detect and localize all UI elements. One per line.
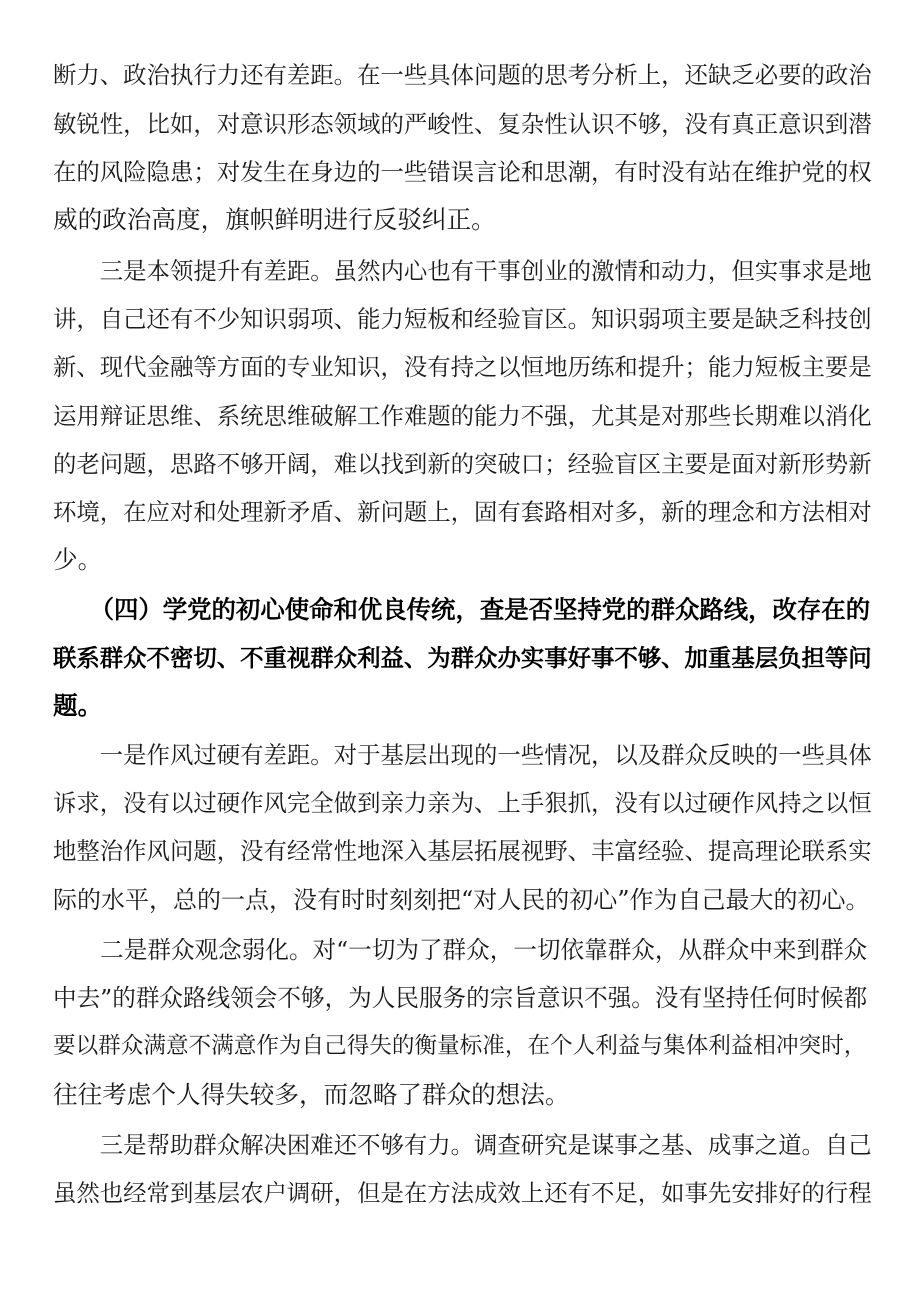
text-line: 诉求，没有以过硬作风完全做到亲力亲为、上手狠抓，没有以过硬作风持之以恒 [53,789,872,817]
text-line: 要以群众满意不满意作为自己得失的衡量标准，在个人利益与集体利益相冲突时， [53,1033,867,1059]
section-heading-line: （四）学党的初心使命和优良传统，查是否坚持党的群众路线，改存在的 [53,595,871,624]
text-line: 运用辩证思维、系统思维破解工作难题的能力不强，尤其是对那些长期难以消化 [53,402,872,430]
section-heading-line: 题。 [53,691,103,720]
text-line: 讲，自己还有不少知识弱项、能力短板和经验盲区。知识弱项主要是缺乏科技创 [53,305,872,333]
text-line: 三是帮助群众解决困难还不够有力。调查研究是谋事之基、成事之道。自己 [53,1131,872,1159]
text-line: 断力、政治执行力还有差距。在一些具体问题的思考分析上，还缺乏必要的政治 [53,61,872,89]
text-line: 新、现代金融等方面的专业知识，没有持之以恒地历练和提升；能力短板主要是 [53,353,872,381]
text-line: 地整治作风问题，没有经常性地深入基层拓展视野、丰富经验、提高理论联系实 [53,837,872,865]
text-line: 环境，在应对和处理新矛盾、新问题上，固有套路相对多，新的理念和方法相对 [53,498,872,526]
text-line: 往往考虑个人得失较多，而忽略了群众的想法。 [53,1080,570,1109]
text-line: 中去”的群众路线领会不够，为人民服务的宗旨意识不强。没有坚持任何时候都 [53,984,868,1012]
section-heading-line: 联系群众不密切、不重视群众利益、为群众办实事好事不够、加重基层负担等问 [53,644,872,672]
text-line: 的老问题，思路不够开阔，难以找到新的突破口；经验盲区主要是面对新形势新 [53,450,872,478]
text-line: 在的风险隐患；对发生在身边的一些错误言论和思潮，有时没有站在维护党的权 [53,158,872,186]
text-line: 少。 [53,545,103,574]
text-line: 一是作风过硬有差距。对于基层出现的一些情况，以及群众反映的一些具体 [53,741,872,769]
text-line: 际的水平，总的一点，没有时时刻刻把“对人民的初心”作为自己最大的初心。 [53,886,870,914]
text-line: 虽然也经常到基层农户调研，但是在方法成效上还有不足，如事先安排好的行程 [53,1179,872,1207]
text-line: 敏锐性，比如，对意识形态领域的严峻性、复杂性认识不够，没有真正意识到潜 [53,110,872,138]
text-line: 二是群众观念弱化。对“一切为了群众，一切依靠群众，从群众中来到群众 [53,936,868,964]
text-line: 三是本领提升有差距。虽然内心也有干事创业的激情和动力，但实事求是地 [53,257,872,285]
text-line: 威的政治高度，旗帜鲜明进行反驳纠正。 [53,205,496,234]
